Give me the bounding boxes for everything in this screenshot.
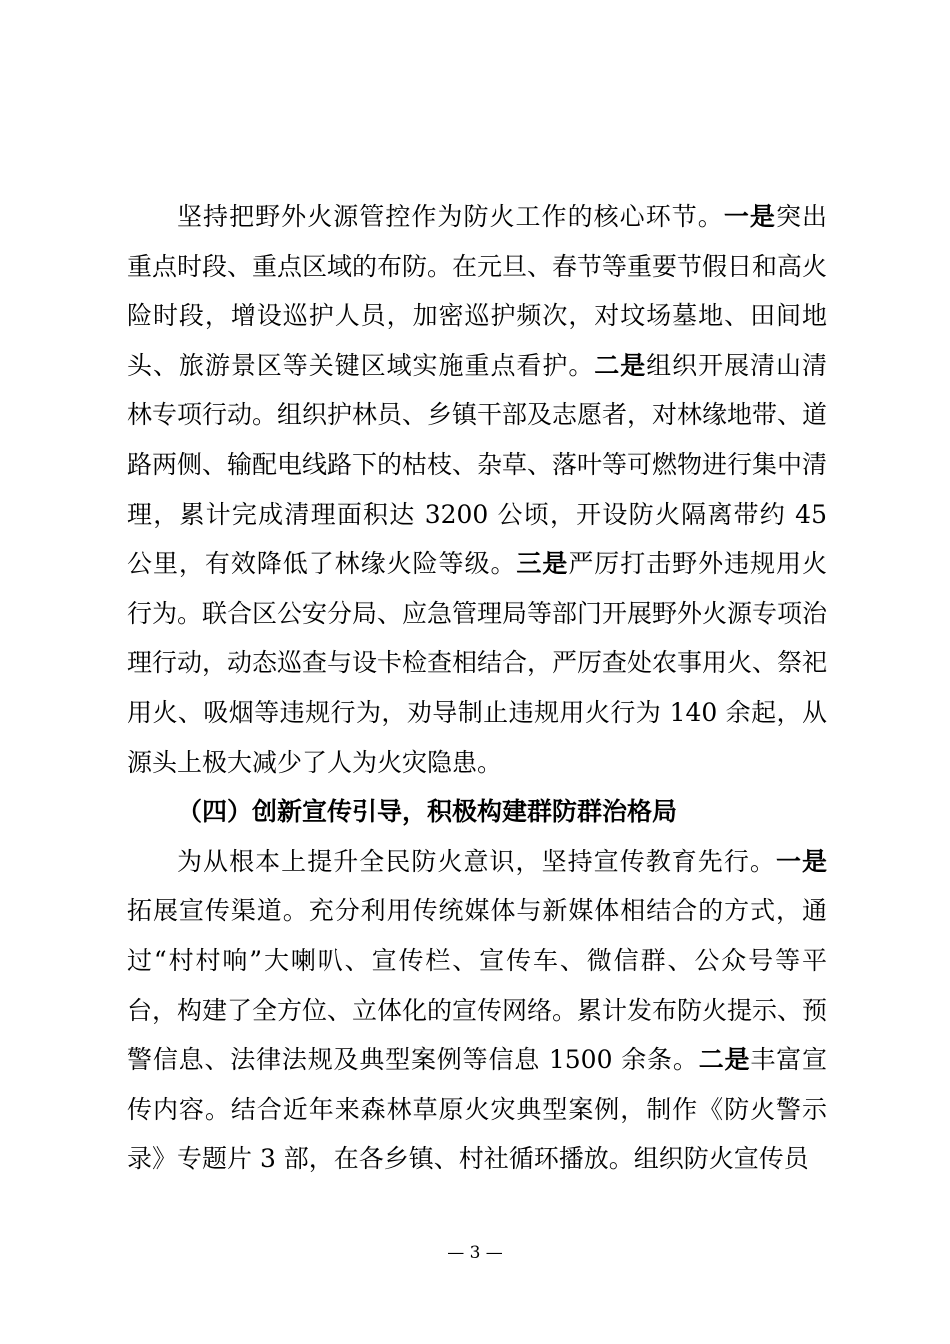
- paragraph-fire-source-control: [127, 192, 827, 787]
- text-run: 拓展宣传渠道。充分利用传统媒体与新媒体相结合的方式，通过“村村响”大喇叭、宣传栏、宣传车、微信群、公众号等平台，构建了全方位、立体化的宣传网络。累计发布防火提示、预警信息、法律法规及典型案例等信息 1500 余条。: [127, 896, 828, 1075]
- emphasis-first: 一是: [775, 846, 827, 876]
- text-run: 坚持把野外火源管控作为防火工作的核心环节。: [177, 202, 724, 231]
- emphasis-third: 三是: [516, 549, 569, 579]
- paragraph-publicity: [127, 837, 827, 1184]
- document-body: [127, 192, 827, 1184]
- page-number: — 3 —: [447, 1243, 503, 1263]
- section-heading: （四）创新宣传引导，积极构建群防群治格局: [177, 797, 678, 827]
- text-run: 严厉打击野外违规用火行为。联合区公安分局、应急管理局等部门开展野外火源专项治理行动，动态巡查与设卡检查相结合，严厉查处农事用火、祭祀用火、吸烟等违规行为，劝导制止违规用火行为 140 余起，从源头上极大减少了人为火灾隐患。: [127, 549, 828, 777]
- text-run: 突出重点时段、重点区域的布防。在元旦、春节等重要节假日和高火险时段，增设巡护人员，加密巡护频次，对坟场墓地、田间地头、旅游景区等关键区域实施重点看护。: [127, 202, 828, 380]
- text-run: 组织开展清山清林专项行动。组织护林员、乡镇干部及志愿者，对林缘地带、道路两侧、输配电线路下的枯枝、杂草、落叶等可燃物进行集中清理，累计完成清理面积达 3200 公顷，开设防火隔离带约 45 公里，有效降低了林缘火险等级。: [127, 350, 828, 579]
- text-run: 为从根本上提升全民防火意识，坚持宣传教育先行。: [177, 846, 776, 876]
- text-run: 丰富宣传内容。结合近年来森林草原火灾典型案例，制作《防火警示录》专题片 3 部，在各乡镇、村社循环播放。组织防火宣传员: [127, 1045, 827, 1174]
- emphasis-second: 二是: [698, 1045, 751, 1075]
- emphasis-second: 二是: [594, 350, 647, 380]
- emphasis-first: 一是: [723, 202, 776, 231]
